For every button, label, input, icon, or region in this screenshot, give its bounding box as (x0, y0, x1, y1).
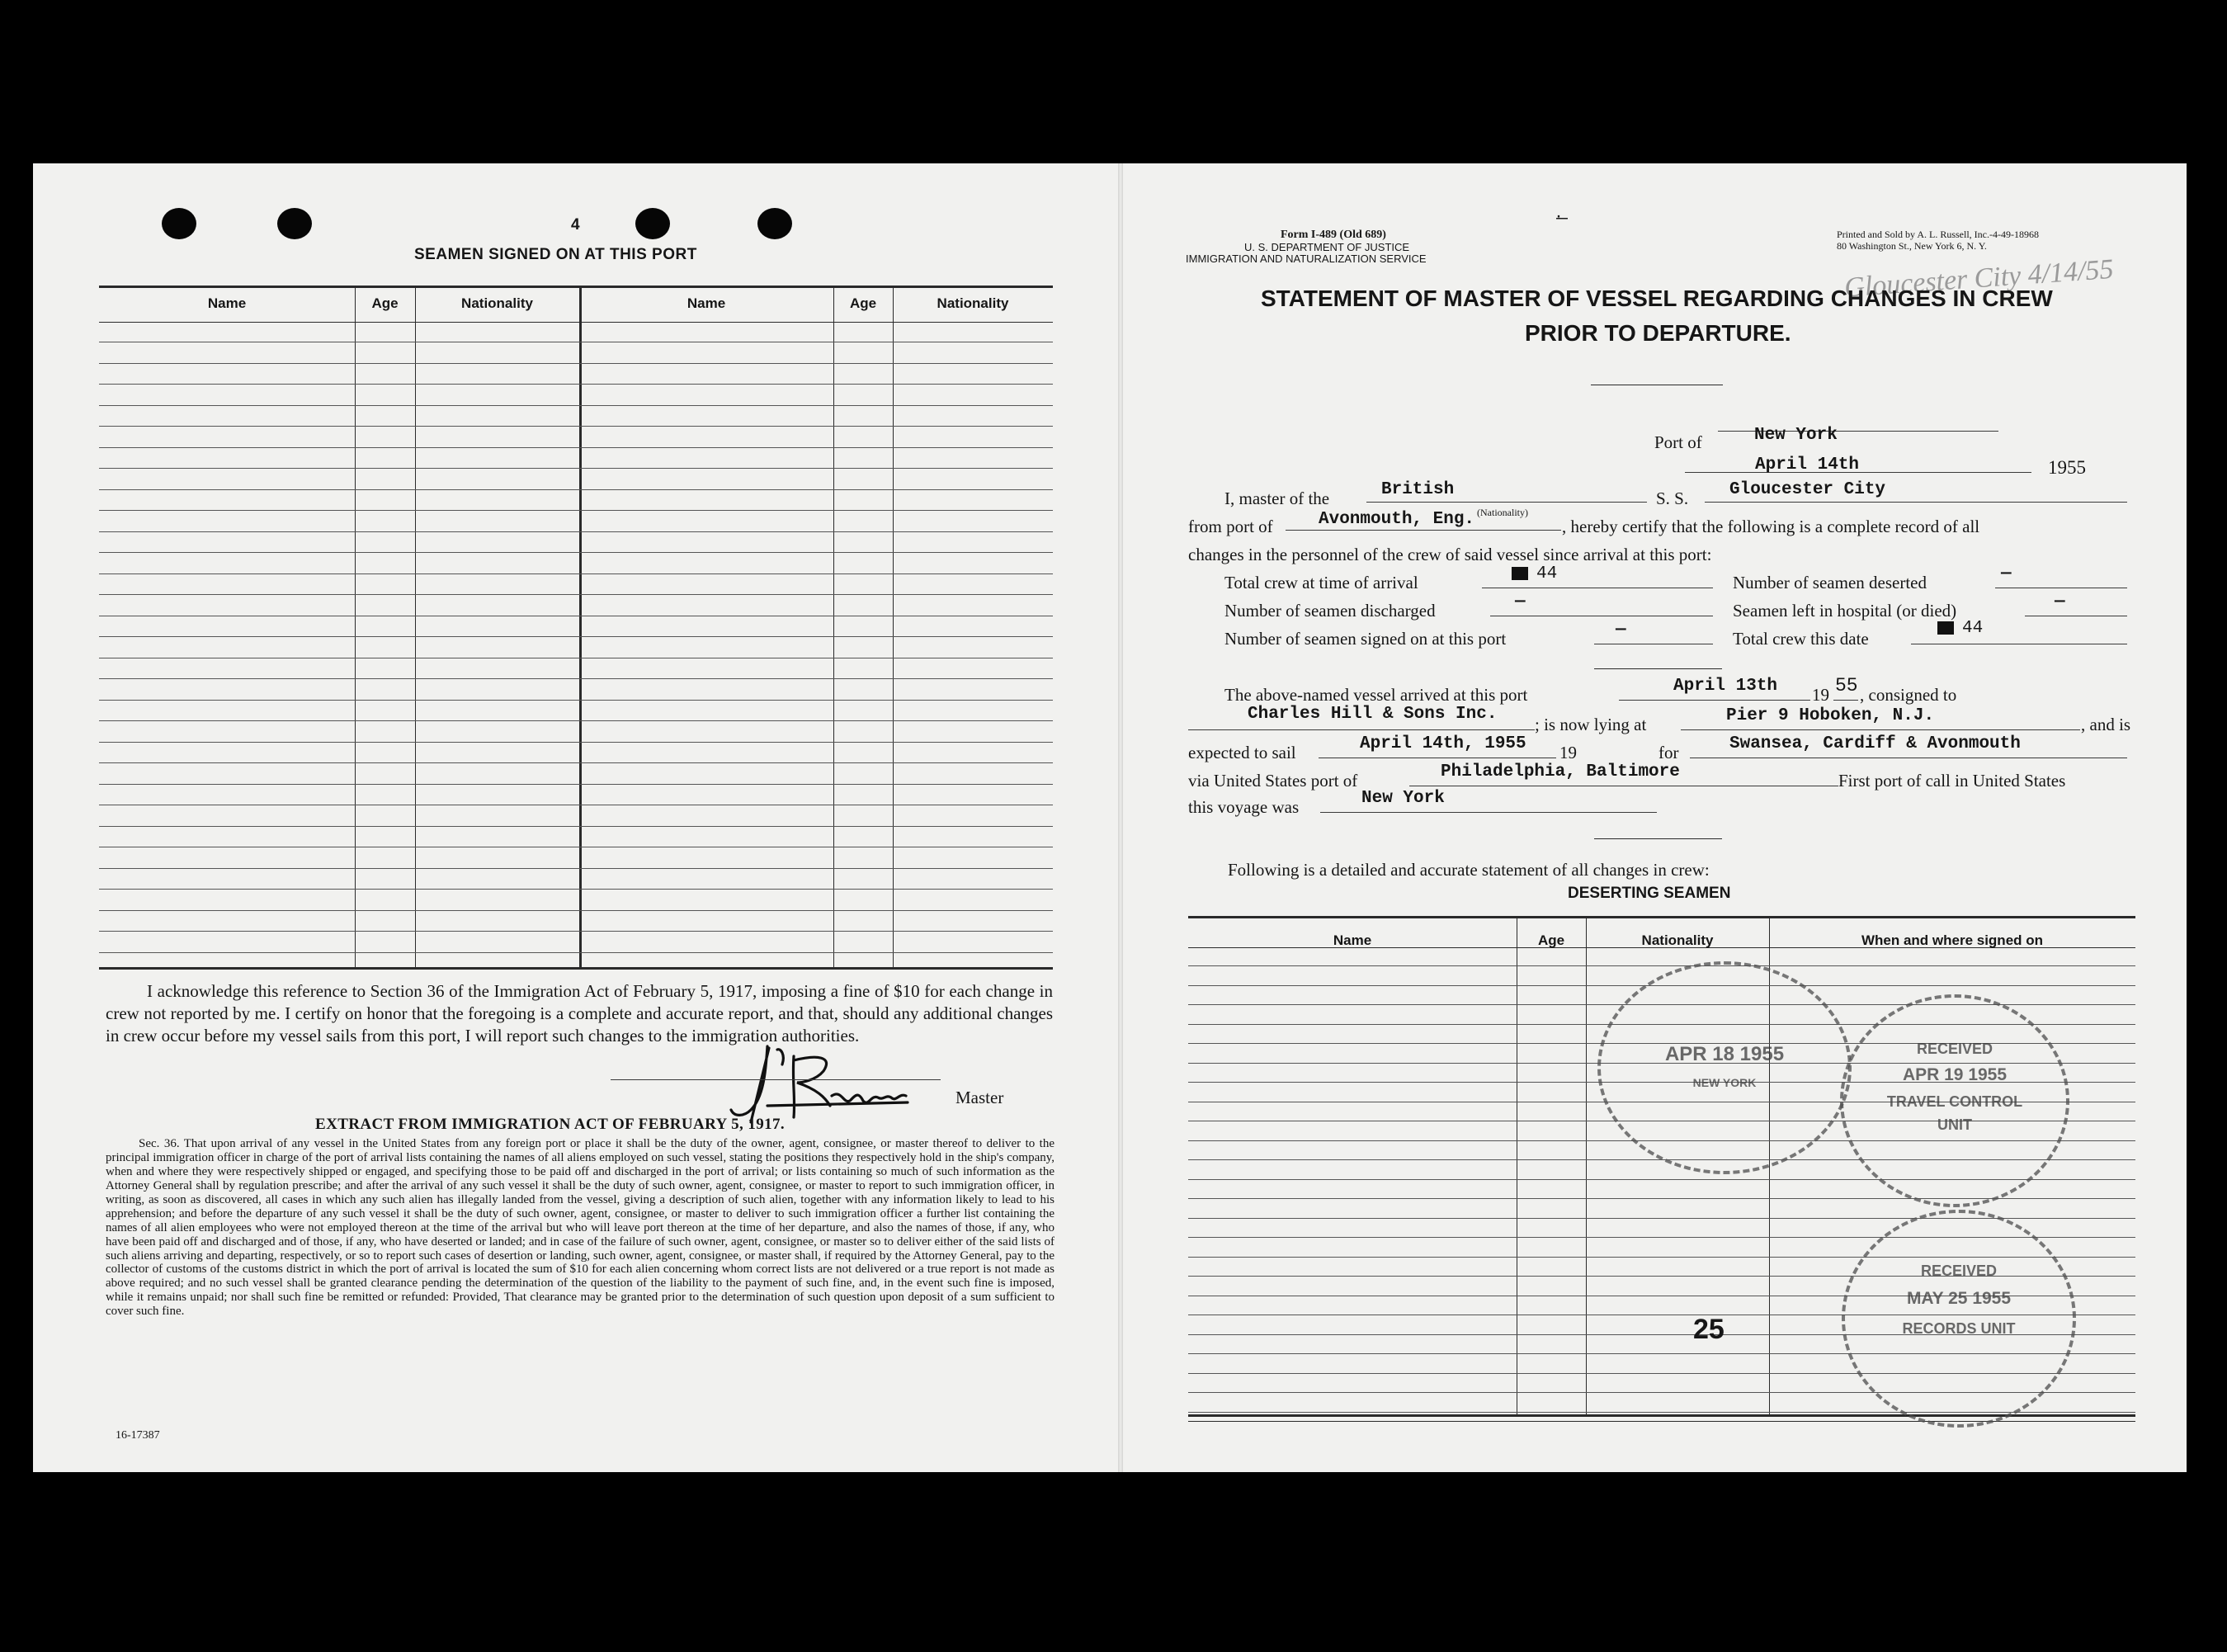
handwritten-page-number: 25 (1693, 1314, 1725, 1345)
page-fold (1118, 163, 1123, 1472)
hospital-label: Seamen left in hospital (or died) (1733, 601, 1957, 621)
from-port-value: Avonmouth, Eng. (1319, 510, 1475, 529)
total-crew-date-label: Total crew this date (1733, 629, 1869, 649)
service: IMMIGRATION AND NATURALIZATION SERVICE (1186, 253, 1427, 265)
lying-field (1681, 729, 2080, 730)
table-row-line (99, 931, 1053, 932)
port-of-value: New York (1754, 426, 1838, 445)
table-row-line (99, 531, 1053, 532)
deserted-value: — (2001, 564, 2012, 583)
divider (1594, 838, 1722, 839)
total-crew-arrival-label: Total crew at time of arrival (1224, 573, 1418, 592)
for-label: for (1658, 743, 1679, 762)
travel-control-stamp: RECEIVED APR 19 1955 TRAVEL CONTROL UNIT (1840, 994, 2069, 1207)
lying-value: Pier 9 Hoboken, N.J. (1726, 706, 1935, 725)
deserting-heading: DESERTING SEAMEN (1568, 885, 1731, 902)
col-name: Name (207, 295, 247, 311)
seamen-signed-heading: SEAMEN SIGNED ON AT THIS PORT (414, 246, 697, 263)
form-code: 16-17387 (116, 1429, 160, 1442)
form-number: Form I-489 (Old 689) (1281, 229, 1386, 241)
via-label: via United States port of (1188, 771, 1358, 791)
table-row-line (99, 489, 1053, 490)
title-line-1: STATEMENT OF MASTER OF VESSEL REGARDING CHANGES IN CREW (1261, 286, 2053, 311)
table-row-line (99, 868, 1053, 869)
changes-text: changes in the personnel of the crew of said vessel since arrival at this port: (1188, 545, 1712, 564)
hospital-value: — (2055, 592, 2065, 611)
from-port-field (1286, 530, 1561, 531)
deserted-label: Number of seamen deserted (1733, 573, 1927, 592)
redaction-mark (1512, 567, 1528, 580)
printer-line: 80 Washington St., New York 6, N. Y. (1837, 240, 1987, 252)
vessel-name-field (1705, 502, 2127, 503)
sail-value: April 14th, 1955 (1360, 734, 1526, 753)
discharged-value: — (1515, 592, 1526, 611)
extract-title: EXTRACT FROM IMMIGRATION ACT OF FEBRUARY 5, 1917. (315, 1116, 786, 1133)
table-row-line (99, 405, 1053, 406)
title-line-2: PRIOR TO DEPARTURE. (1525, 320, 1791, 346)
master-of-label: I, master of the (1224, 489, 1330, 508)
table-row-line (99, 720, 1053, 721)
following-text: Following is a detailed and accurate statement of all changes in crew: (1228, 860, 1710, 880)
punch-hole (635, 208, 670, 239)
voyage-value: New York (1361, 789, 1445, 808)
master-label: Master (955, 1088, 1004, 1107)
stray-mark: ·̶ (1555, 205, 1562, 227)
date-value: April 14th (1755, 455, 1860, 474)
col-age: Age (371, 295, 399, 311)
table-row-line (99, 952, 1053, 953)
table-row-line (99, 889, 1053, 890)
via-value: Philadelphia, Baltimore (1441, 762, 1680, 781)
arrived-year-field (1833, 700, 1858, 701)
col-nationality: Nationality (461, 295, 533, 311)
year-value: 1955 (2048, 457, 2086, 478)
from-port-label: from port of (1188, 517, 1273, 536)
and-is-label: , and is (2081, 715, 2131, 734)
total-crew-date-value: 44 (1962, 619, 1984, 638)
arrived-value: April 13th (1673, 677, 1778, 696)
arrived-field (1619, 700, 1810, 701)
col-name: Name (1333, 932, 1372, 948)
consigned-label: , consigned to (1860, 685, 1957, 705)
signed-on-label: Number of seamen signed on at this port (1224, 629, 1507, 649)
arrived-label: The above-named vessel arrived at this port (1224, 685, 1528, 705)
table-row-line (99, 447, 1053, 448)
table-row-line (99, 363, 1053, 364)
consignee-value: Charles Hill & Sons Inc. (1248, 705, 1498, 724)
table-row-line (99, 762, 1053, 763)
table-row-line (99, 636, 1053, 637)
col-nationality: Nationality (937, 295, 1009, 311)
table-row-line (99, 700, 1053, 701)
signature-line (611, 1079, 941, 1080)
table-row-line (99, 510, 1053, 511)
vessel-name: Gloucester City (1729, 480, 1886, 499)
for-value: Swansea, Cardiff & Avonmouth (1729, 734, 2021, 753)
table-row-line (99, 784, 1053, 785)
table-row-line (99, 742, 1053, 743)
col-age: Age (1537, 932, 1565, 948)
lying-label: ; is now lying at (1535, 715, 1647, 734)
department: U. S. DEPARTMENT OF JUSTICE (1244, 241, 1410, 253)
extract-text: Sec. 36. That upon arrival of any vessel in the United States from any foreign port or place it shall be the duty of the owner, agent, consignee, or master thereof to deliver to the principal immigration officer in charge of the port of arrival lists containing the names of all aliens employed on such vessel, stating the positions they respectively hold in the ship's company, when and where they were respectively shipped or engaged, and specifying those to be paid off and discharged in the port of arrival; or lists containing so much of such information as the Attorney General shall by regulation prescribe; and after the arrival of any such vessel it shall be the duty of such owner, agent, consignee, or master to report to such immigration officer, in writing, as soon as discovered, all cases in which any such alien has illegally landed from the vessel, giving a description of such alien, together with any information likely to lead to his apprehension; and before the departure of any such vessel it shall be the duty of such owner, agent, consignee, or master to deliver to such immigration officer a further list containing the names of all alien employees who were not employed thereon at the time of the arrival but who will leave port thereon at the time of her departure, and also the names of those, if any, who have been paid off and discharged and of those, if any, who have deserted or landed; and in case of the failure of such owner, agent, consignee, or master so to deliver either of the said lists of such aliens arriving and departing, respectively, or so to report such cases of desertion or landing, such owner, agent, consignee, or master shall, if required by the Attorney General, pay to the collector of customs of the customs district in which the port of arrival is located the sum of $10 for each alien concerning whom correct lists are not delivered or a true report is not made as above required; and no such vessel shall be granted clearance pending the determination of the question of the liability to the payment of such fine, and, in the event such fine is imposed, while it remains unpaid; nor shall such fine be remitted or refunded: Provided, That clearance may be granted prior to the determination of such question upon deposit of a sum sufficient to cover such fine. (106, 1137, 1055, 1319)
nationality-field (1366, 502, 1647, 503)
voyage-field (1320, 812, 1657, 813)
punch-hole (757, 208, 792, 239)
consignee-field (1188, 729, 1535, 730)
table-row-line (99, 826, 1053, 827)
punch-hole (162, 208, 196, 239)
discharged-label: Number of seamen discharged (1224, 601, 1436, 621)
nineteen: 19 (1559, 743, 1577, 762)
ss-label: S. S. (1656, 489, 1689, 508)
voyage-label: this voyage was (1188, 797, 1300, 817)
total-crew-arrival-value: 44 (1536, 564, 1558, 583)
sail-label: expected to sail (1188, 743, 1296, 762)
arrival-date-stamp: APR 18 1955 NEW YORK (1597, 961, 1852, 1174)
table-row-line (99, 910, 1053, 911)
table-row-line (99, 678, 1053, 679)
table-row-line (99, 384, 1053, 385)
page-number: 4 (571, 216, 580, 234)
table-row-line (99, 426, 1053, 427)
divider (1594, 668, 1722, 669)
first-port-label: First port of call in United States (1838, 771, 2066, 791)
nineteen: 19 (1812, 685, 1829, 705)
col-name: Name (687, 295, 726, 311)
port-of-label: Port of (1654, 432, 1702, 452)
certify-text: , hereby certify that the following is a complete record of all (1562, 517, 1980, 536)
acknowledgement-text: I acknowledge this reference to Section 36 of the Immigration Act of February 5, 1917, imposing a fine of $10 for each change in crew not reported by me. I certify on honor that the foregoing is a complete and accurate report, and that, should any additional changes in crew occur before my vessel sails from this port, I will report such changes to the immigration authorities. (106, 981, 1053, 1045)
col-age: Age (849, 295, 877, 311)
table-row-line (99, 594, 1053, 595)
table-row-line (99, 468, 1053, 469)
redaction-mark (1937, 621, 1954, 635)
nationality-caption: (Nationality) (1477, 507, 1528, 518)
punch-hole (277, 208, 312, 239)
table-row-line (1188, 965, 2135, 966)
records-unit-stamp: RECEIVED MAY 25 1955 RECORDS UNIT (1842, 1210, 2076, 1428)
table-row-line (99, 552, 1053, 553)
col-signed-on: When and where signed on (1861, 932, 2044, 948)
table-row-line (99, 573, 1053, 574)
printer-line: Printed and Sold by A. L. Russell, Inc.-4-49-18968 (1837, 229, 2039, 240)
arrived-year-value: 55 (1835, 675, 1858, 696)
nationality-value: British (1381, 480, 1455, 499)
col-nationality: Nationality (1641, 932, 1714, 948)
signed-on-value: — (1616, 621, 1626, 640)
handwritten-note: Gloucester City 4/14/55 (1843, 253, 2115, 304)
